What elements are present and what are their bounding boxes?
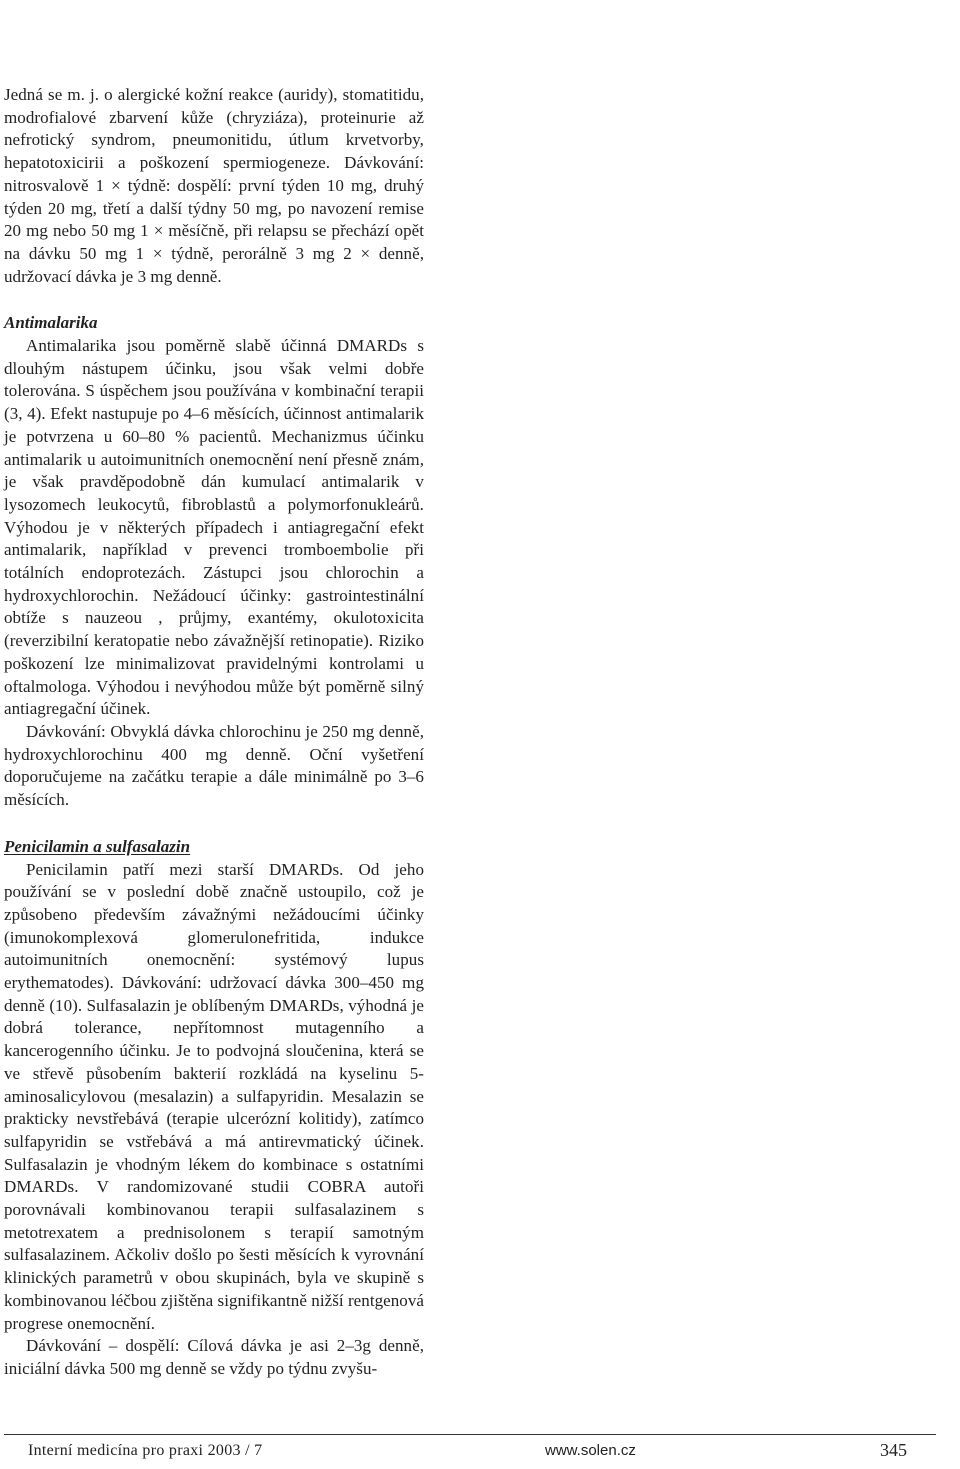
section-paragraph: Dávkování: Obvyklá dávka chlorochinu je 250 mg denně, hydroxychlorochinu 400 mg denně. Oční vyšetření doporučujeme na začátku terapie a dále minimálně po 3–6 měsících.: [4, 721, 424, 810]
intro-paragraph: Jedná se m. j. o alergické kožní reakce (auridy), stomatitidu, modrofialové zbarvení kůže (chryziáza), proteinurie až nefrotický syndrom, pneumonitidu, útlum krvetvorby, hepatotoxicirii a poškození spermiogeneze. Dávkování: nitrosvalově 1 × týdně: dospělí: první týden 10 mg, druhý týden 20 mg, třetí a další týdny 50 mg, po navození remise 20 mg nebo 50 mg 1 × měsíčně, při relapsu se přechází opět na dávku 50 mg 1 × týdně, perorálně 3 mg 2 × denně, udržovací dávka je 3 mg denně.: [4, 85, 424, 286]
section-paragraph: Penicilamin patří mezi starší DMARDs. Od jeho používání se v poslední době značně ustoupilo, což je způsobeno především závažnými nežádoucími účinky (imunokomplexová glomerulonefritida, indukce autoimunitních onemocnění: systémový lupus erythematodes). Dávkování: udržovací dávka 300–450 mg denně (10). Sulfasalazin je oblíbeným DMARDs, výhodná je dobrá tolerance, nepřítomnost mutagenního a kancerogenního účinku. Je to podvojná sloučenina, která se ve střevě působením bakterií rozkládá na kyselinu 5-aminosalicylovou (mesalazin) a sulfapyridin. Mesalazin se prakticky nevstřebává (terapie ulcerózní kolitidy), zatímco sulfapyridin se vstřebává a má antirevmatický účinek. Sulfasalazin je vhodným lékem do kombinace s ostatními DMARDs. V randomizované studii COBRA autoři porovnávali kombinovanou terapii sulfasalazinem s metotrexatem a prednisolonem s terapií samotným sulfasalazinem. Ačkoliv došlo po šesti měsících k vyrovnání klinických parametrů v obou skupinách, byla ve skupině s kombinovanou léčbou zjištěna signifikantně nižší rentgenová progrese onemocnění.: [4, 859, 424, 1333]
page-number: 345: [880, 1440, 907, 1460]
section-paragraph: Antimalarika jsou poměrně slabě účinná DMARDs s dlouhým nástupem účinku, jsou však velmi dobře tolerována. S úspěchem jsou používána v kombinační terapii (3, 4). Efekt nastupuje po 4–6 měsících, účinnost antimalarik je potvrzena u 60–80 % pacientů. Mechanizmus účinku antimalarik u autoimunitních onemocnění není přesně znám, je však pravděpodobně dán kumulací antimalarik v lysozomech leukocytů, fibroblastů a polymorfonukleárů. Výhodou je v některých případech i antiagregační efekt antimalarik, například v prevenci tromboembolie při totálních endoprotezách. Zástupci jsou chlorochin a hydroxychlorochin. Nežádoucí účinky: gastrointestinální obtíže s nauzeou , průjmy, exantémy, okulotoxicita (reverzibilní keratopatie nebo závažnější retinopatie). Riziko poškození lze minimalizovat pravidelnými kontrolami u oftalmologa. Výhodou i nevýhodou může být poměrně silný antiagregační účinek.: [4, 336, 424, 719]
section-heading-penicilamin: Penicilamin a sulfasalazin: [4, 836, 191, 856]
section-paragraph: Dávkování – dospělí: Cílová dávka je asi 2–3g denně, iniciální dávka 500 mg denně se vždy po týdnu zvyšu-: [4, 1336, 424, 1378]
footer-divider: [4, 1434, 936, 1435]
section-heading-antimalarika: Antimalarika: [4, 313, 98, 333]
footer-website[interactable]: www.solen.cz: [545, 1442, 636, 1459]
footer-journal-title: Interní medicína pro praxi 2003 / 7: [28, 1442, 263, 1459]
article-column: [4, 84, 424, 1381]
